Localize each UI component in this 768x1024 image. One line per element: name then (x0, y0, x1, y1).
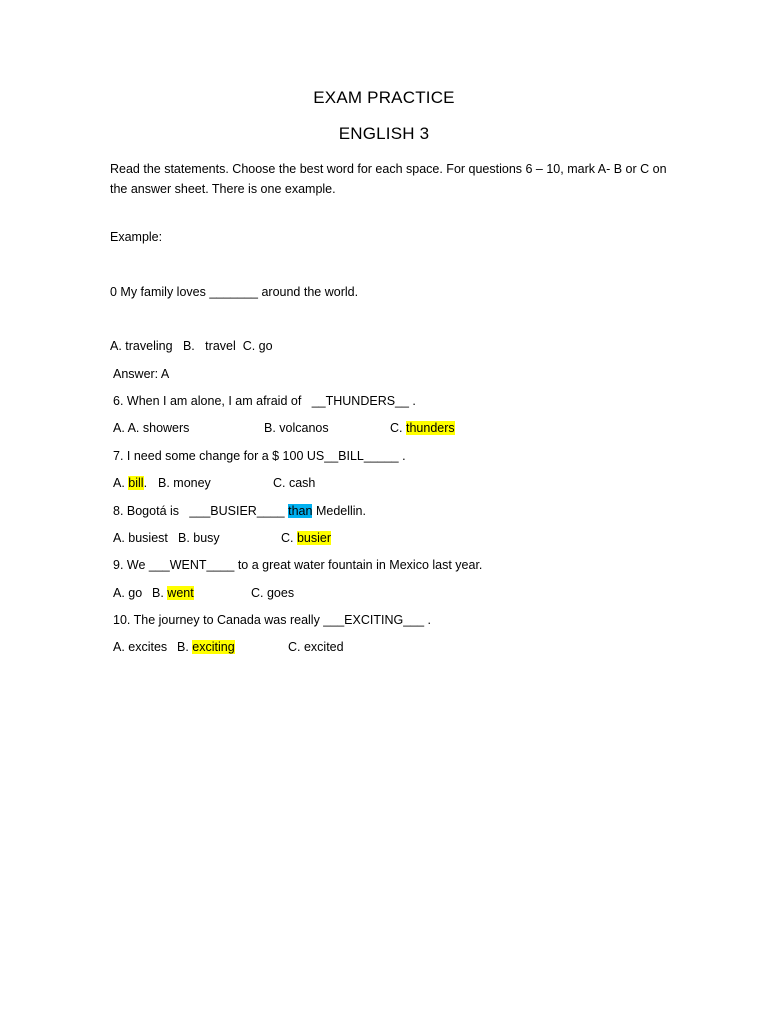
page-title: EXAM PRACTICE (313, 88, 455, 107)
q8-option-c-prefix: C. (281, 531, 294, 545)
q10-option-a: A. excites (113, 640, 168, 654)
q8-question-prefix: 8. Bogotá is ___BUSIER____ (113, 504, 285, 518)
q9-option-b (152, 586, 194, 600)
q10-option-b (177, 640, 235, 654)
q8-answer-highlight: busier (296, 531, 332, 545)
example-options: A. traveling B. travel C. go (110, 339, 273, 353)
question-7: 7. I need some change for a $ 100 US__BILL_____ . (113, 449, 406, 463)
question-10: 10. The journey to Canada was really ___EXCITING___ . (113, 613, 431, 627)
q7-option-b: B. money (158, 476, 211, 490)
q9-option-a: A. go (113, 586, 143, 600)
example-question: 0 My family loves _______ around the world. (110, 285, 359, 299)
q7-answer-highlight: bill (128, 476, 144, 490)
q9-option-c: C. goes (251, 586, 295, 600)
q7-option-a (113, 476, 147, 490)
q6-answer-highlight: thunders (405, 421, 455, 435)
question-8 (113, 504, 366, 518)
question-6: 6. When I am alone, I am afraid of __THUNDERS__ . (113, 394, 416, 408)
q7-option-a-suffix: . (143, 476, 148, 490)
q10-option-c: C. excited (288, 640, 344, 654)
instructions: Read the statements. Choose the best word for each space. For questions 6 – 10, mark A- B or C on the answer sheet. There is one example. (110, 162, 667, 196)
q8-than-highlight: than (288, 504, 313, 518)
q8-option-b: B. busy (178, 531, 220, 545)
q6-option-a: A. A. showers (113, 421, 190, 435)
q8-option-c (281, 531, 331, 545)
q10-option-b-prefix: B. (177, 640, 189, 654)
q6-option-c (390, 421, 455, 435)
q6-option-b: B. volcanos (264, 421, 329, 435)
page-subtitle: ENGLISH 3 (338, 124, 430, 143)
q7-option-c: C. cash (273, 476, 316, 490)
q9-answer-highlight: went (167, 586, 194, 600)
q8-option-a: A. busiest (113, 531, 168, 545)
q7-option-a-prefix: A. (113, 476, 125, 490)
question-9: 9. We ___WENT____ to a great water fountain in Mexico last year. (113, 558, 483, 572)
example-answer: Answer: A (113, 367, 170, 381)
example-label: Example: (110, 230, 163, 244)
q6-option-c-prefix: C. (390, 421, 403, 435)
q8-question-suffix: Medellin. (315, 504, 366, 518)
q9-option-b-prefix: B. (152, 586, 164, 600)
q10-answer-highlight: exciting (192, 640, 235, 654)
